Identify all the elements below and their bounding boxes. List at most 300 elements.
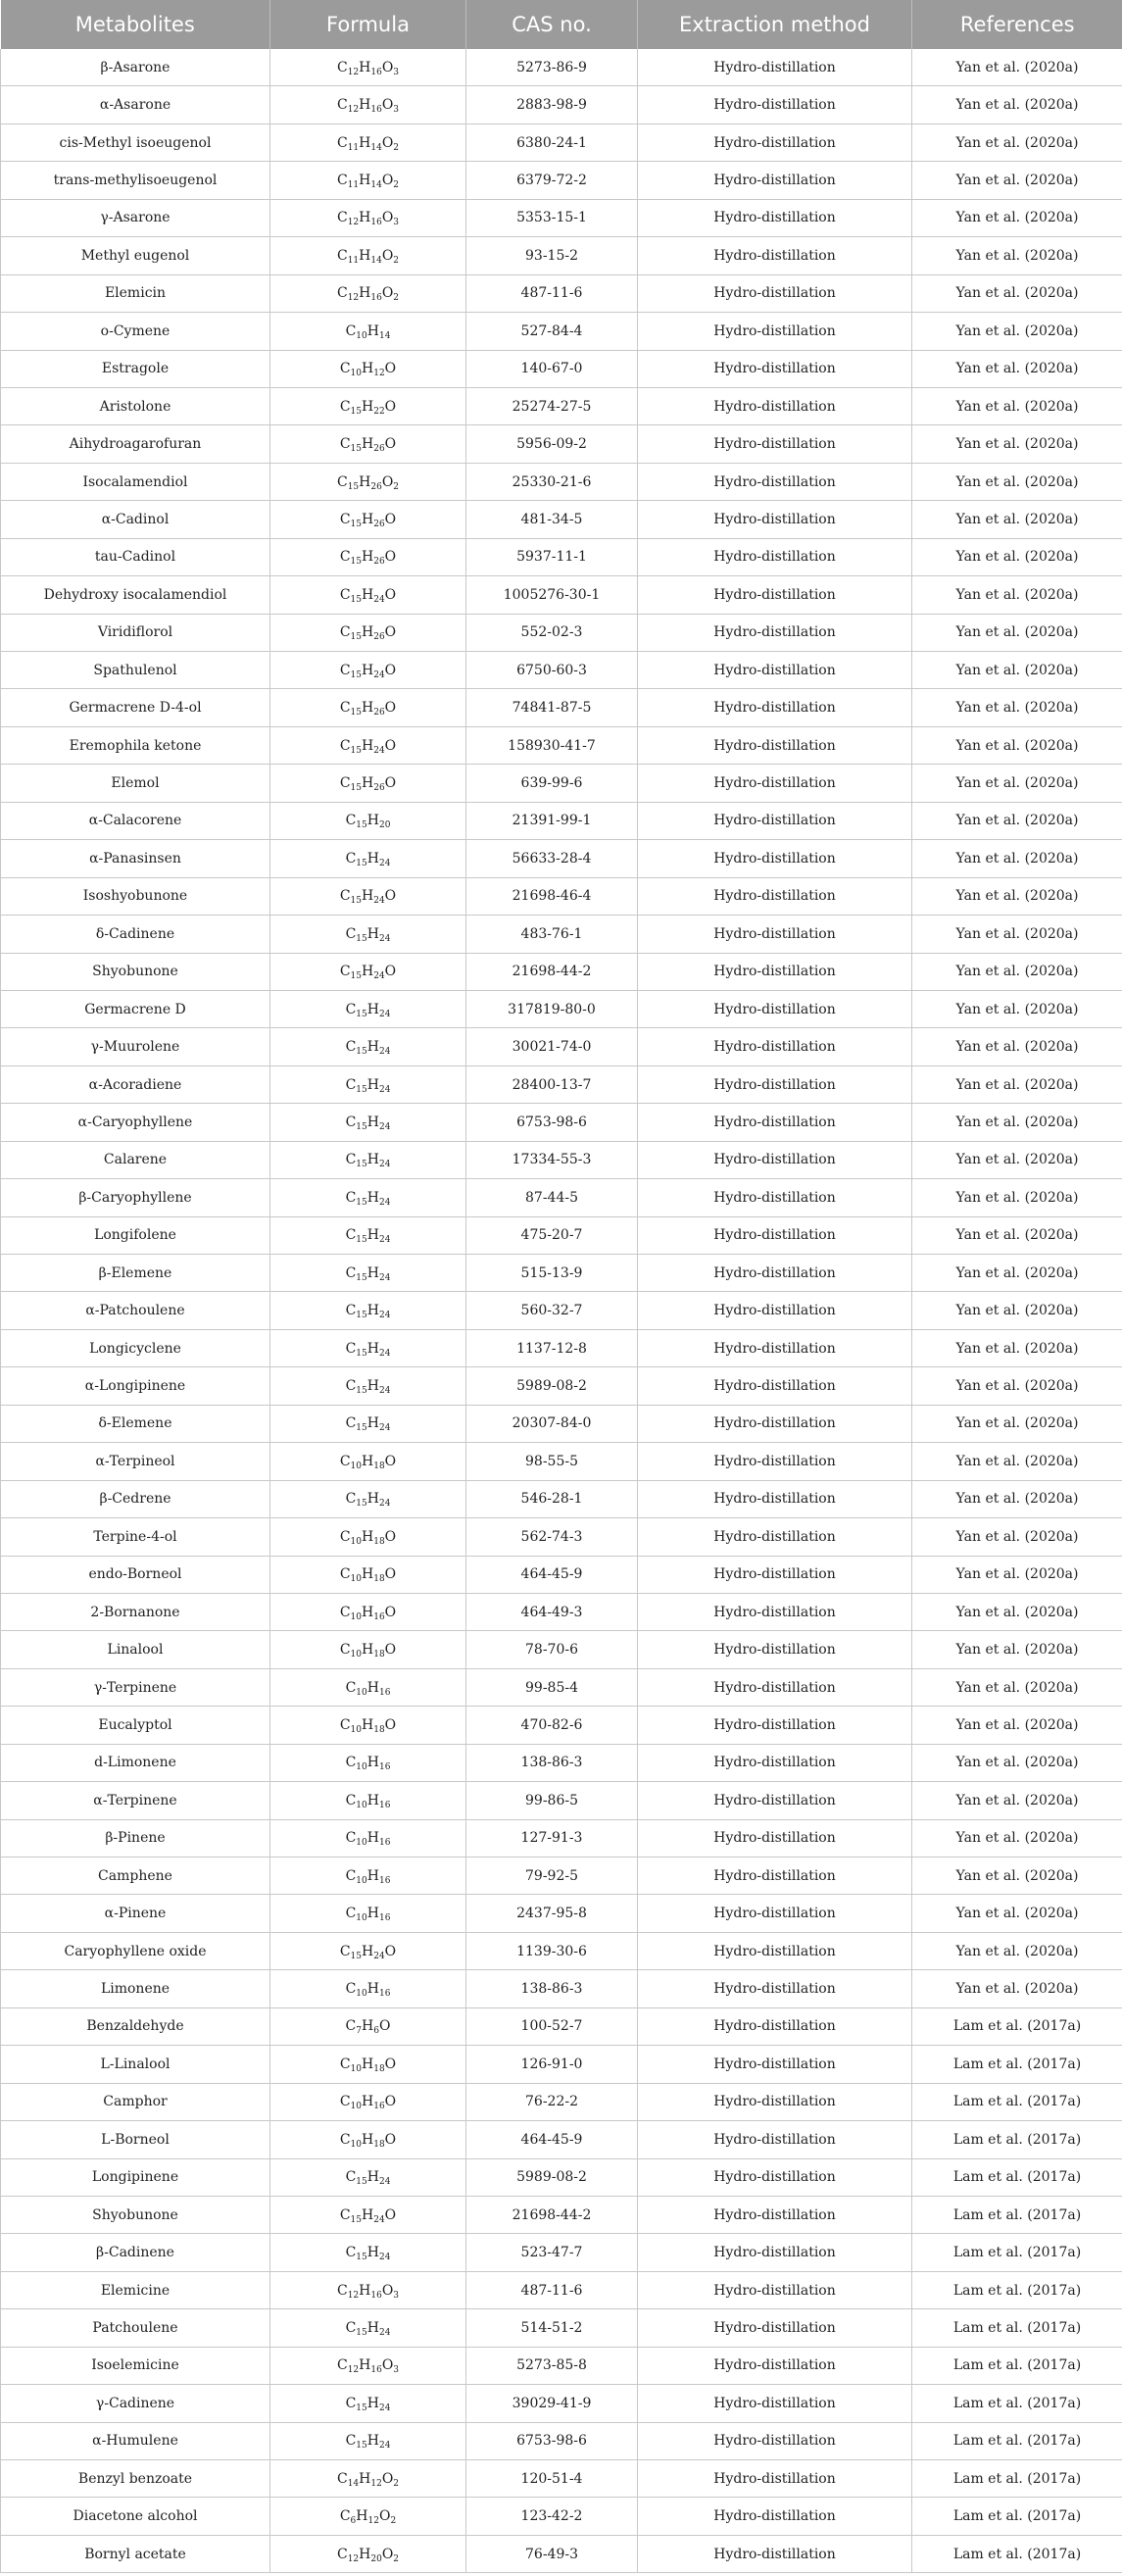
- formula-subscript: 15: [356, 1423, 367, 1434]
- formula-element: H: [362, 511, 374, 527]
- reference-cell: Yan et al. (2020a): [912, 1292, 1122, 1329]
- metabolite-name-cell: Calarene: [1, 1141, 270, 1178]
- formula-element: O: [384, 1453, 397, 1469]
- table-row: [1, 1141, 1122, 1178]
- reference-cell: Yan et al. (2020a): [912, 1329, 1122, 1366]
- formula-element: H: [362, 700, 374, 717]
- formula-subscript: 15: [356, 1272, 367, 1283]
- formula-subscript: 10: [350, 1536, 362, 1547]
- cas-number-cell: 79-92-5: [466, 1858, 638, 1895]
- reference-cell: Yan et al. (2020a): [912, 916, 1122, 953]
- formula-subscript: 10: [356, 1989, 367, 2000]
- table-row: [1, 2196, 1122, 2233]
- formula-element: O: [381, 2470, 394, 2487]
- table-row: [1, 1556, 1122, 1593]
- formula-subscript: 10: [356, 1838, 367, 1849]
- formula-subscript: 18: [373, 1536, 385, 1547]
- formula-element: C: [339, 2094, 351, 2110]
- formula-element: C: [339, 700, 351, 717]
- formula-subscript: 16: [370, 218, 382, 228]
- metabolite-name-cell: γ-Muurolene: [1, 1028, 270, 1065]
- metabolite-name-cell: Benzyl benzoate: [1, 2460, 270, 2498]
- extraction-method-cell: Hydro-distillation: [638, 425, 912, 463]
- formula-subscript: 2: [393, 481, 400, 492]
- metabolite-name-cell: cis-Methyl isoeugenol: [1, 124, 270, 161]
- formula-element: C: [345, 1906, 357, 1922]
- formula-element: O: [381, 2357, 394, 2374]
- reference-cell: Yan et al. (2020a): [912, 1858, 1122, 1895]
- formula-cell: [270, 501, 466, 538]
- extraction-method-cell: Hydro-distillation: [638, 1480, 912, 1517]
- extraction-method-cell: Hydro-distillation: [638, 726, 912, 764]
- metabolite-name-cell: γ-Cadinene: [1, 2385, 270, 2422]
- formula-element: C: [345, 925, 357, 942]
- formula-element: H: [362, 624, 374, 641]
- cas-number-cell: 56633-28-4: [466, 840, 638, 877]
- extraction-method-cell: Hydro-distillation: [638, 2083, 912, 2120]
- cas-number-cell: 515-13-9: [466, 1255, 638, 1292]
- formula-subscript: 24: [378, 2253, 391, 2263]
- metabolite-name-cell: δ-Elemene: [1, 1405, 270, 1442]
- reference-cell: Yan et al. (2020a): [912, 49, 1122, 86]
- table-body: [1, 49, 1122, 2573]
- extraction-method-cell: Hydro-distillation: [638, 313, 912, 350]
- formula-subscript: 2: [393, 180, 400, 191]
- formula-cell: [270, 1782, 466, 1819]
- cas-number-cell: 1137-12-8: [466, 1329, 638, 1366]
- formula-subscript: 26: [373, 632, 385, 643]
- formula-cell: [270, 2158, 466, 2196]
- formula-element: H: [362, 586, 374, 603]
- formula-subscript: 12: [347, 293, 360, 304]
- reference-cell: Yan et al. (2020a): [912, 86, 1122, 124]
- extraction-method-cell: Hydro-distillation: [638, 2347, 912, 2384]
- formula-cell: [270, 538, 466, 575]
- metabolite-name-cell: Aristolone: [1, 387, 270, 424]
- formula-element: C: [345, 1114, 357, 1130]
- formula-cell: [270, 802, 466, 839]
- cas-number-cell: 639-99-6: [466, 765, 638, 802]
- table-row: [1, 1932, 1122, 1969]
- reference-cell: Yan et al. (2020a): [912, 1932, 1122, 1969]
- formula-subscript: 10: [350, 2139, 362, 2150]
- reference-cell: Yan et al. (2020a): [912, 1216, 1122, 1254]
- formula-cell: [270, 1631, 466, 1668]
- formula-subscript: 10: [356, 330, 367, 341]
- reference-cell: Yan et al. (2020a): [912, 1782, 1122, 1819]
- extraction-method-cell: Hydro-distillation: [638, 1932, 912, 1969]
- cas-number-cell: 483-76-1: [466, 916, 638, 953]
- reference-cell: Lam et al. (2017a): [912, 2347, 1122, 2384]
- formula-cell: [270, 1593, 466, 1630]
- reference-cell: Yan et al. (2020a): [912, 576, 1122, 614]
- cas-number-cell: 39029-41-9: [466, 2385, 638, 2422]
- formula-cell: [270, 726, 466, 764]
- header-extraction-method: Extraction method: [638, 0, 912, 49]
- extraction-method-cell: Hydro-distillation: [638, 237, 912, 274]
- extraction-method-cell: Hydro-distillation: [638, 463, 912, 500]
- formula-element: O: [384, 1943, 397, 1959]
- cas-number-cell: 6750-60-3: [466, 652, 638, 689]
- formula-cell: [270, 1367, 466, 1405]
- formula-element: C: [339, 1716, 351, 1733]
- cas-number-cell: 78-70-6: [466, 1631, 638, 1668]
- formula-subscript: 24: [373, 971, 385, 982]
- extraction-method-cell: Hydro-distillation: [638, 1329, 912, 1366]
- reference-cell: Yan et al. (2020a): [912, 1744, 1122, 1781]
- reference-cell: Yan et al. (2020a): [912, 1405, 1122, 1442]
- formula-cell: [270, 2234, 466, 2271]
- extraction-method-cell: Hydro-distillation: [638, 1405, 912, 1442]
- formula-element: C: [345, 1076, 357, 1093]
- formula-element: H: [366, 1303, 379, 1319]
- cas-number-cell: 2437-95-8: [466, 1895, 638, 1932]
- table-row: [1, 86, 1122, 124]
- reference-cell: Yan et al. (2020a): [912, 1593, 1122, 1630]
- reference-cell: Lam et al. (2017a): [912, 2271, 1122, 2308]
- formula-element: C: [336, 210, 348, 226]
- formula-subscript: 16: [370, 67, 382, 77]
- reference-cell: Yan et al. (2020a): [912, 689, 1122, 726]
- formula-element: O: [384, 1566, 397, 1583]
- formula-element: C: [339, 737, 351, 754]
- formula-subscript: 10: [356, 1800, 367, 1810]
- formula-element: H: [366, 2395, 379, 2411]
- cas-number-cell: 464-45-9: [466, 2121, 638, 2158]
- metabolite-name-cell: Eremophila ketone: [1, 726, 270, 764]
- table-row: [1, 1367, 1122, 1405]
- formula-element: C: [339, 1528, 351, 1545]
- formula-element: C: [339, 361, 351, 377]
- table-row: [1, 1668, 1122, 1706]
- formula-element: H: [362, 436, 374, 453]
- formula-subscript: 10: [350, 1574, 362, 1585]
- formula-subscript: 15: [356, 820, 367, 831]
- reference-cell: Yan et al. (2020a): [912, 726, 1122, 764]
- table-row: [1, 463, 1122, 500]
- formula-element: C: [345, 2319, 357, 2336]
- formula-element: H: [366, 1755, 379, 1771]
- formula-subscript: 24: [373, 594, 385, 605]
- table-row: [1, 1292, 1122, 1329]
- extraction-method-cell: Hydro-distillation: [638, 2535, 912, 2572]
- formula-element: H: [366, 1264, 379, 1281]
- formula-subscript: 12: [373, 369, 385, 379]
- formula-element: H: [366, 1491, 379, 1508]
- reference-cell: Yan et al. (2020a): [912, 802, 1122, 839]
- table-row: [1, 350, 1122, 387]
- formula-subscript: 24: [373, 745, 385, 756]
- formula-cell: [270, 1329, 466, 1366]
- formula-element: C: [336, 2357, 348, 2374]
- formula-subscript: 12: [347, 2553, 360, 2564]
- formula-element: H: [366, 1830, 379, 1847]
- formula-element: H: [366, 2319, 379, 2336]
- formula-element: H: [366, 1792, 379, 1808]
- formula-subscript: 2: [393, 2478, 400, 2489]
- formula-element: O: [378, 2508, 391, 2525]
- formula-element: H: [366, 2433, 379, 2450]
- formula-element: C: [336, 285, 348, 302]
- table-row: [1, 614, 1122, 651]
- metabolite-name-cell: 2-Bornanone: [1, 1593, 270, 1630]
- metabolite-name-cell: Caryophyllene oxide: [1, 1932, 270, 1969]
- metabolite-name-cell: Camphor: [1, 2083, 270, 2120]
- formula-subscript: 15: [356, 1311, 367, 1321]
- cas-number-cell: 138-86-3: [466, 1744, 638, 1781]
- metabolite-name-cell: d-Limonene: [1, 1744, 270, 1781]
- extraction-method-cell: Hydro-distillation: [638, 576, 912, 614]
- table-row: [1, 1329, 1122, 1366]
- formula-cell: [270, 1895, 466, 1932]
- reference-cell: Lam et al. (2017a): [912, 2460, 1122, 2498]
- metabolite-name-cell: β-Pinene: [1, 1819, 270, 1857]
- extraction-method-cell: Hydro-distillation: [638, 2271, 912, 2308]
- formula-cell: [270, 162, 466, 199]
- reference-cell: Lam et al. (2017a): [912, 2158, 1122, 2196]
- reference-cell: Yan et al. (2020a): [912, 1895, 1122, 1932]
- cas-number-cell: 552-02-3: [466, 614, 638, 651]
- extraction-method-cell: Hydro-distillation: [638, 1028, 912, 1065]
- reference-cell: Yan et al. (2020a): [912, 350, 1122, 387]
- formula-subscript: 15: [356, 2441, 367, 2452]
- formula-subscript: 10: [350, 2102, 362, 2112]
- formula-element: H: [366, 1679, 379, 1696]
- formula-element: H: [359, 59, 371, 75]
- formula-subscript: 18: [373, 1724, 385, 1735]
- formula-subscript: 16: [378, 1913, 391, 1924]
- formula-subscript: 24: [378, 1084, 391, 1095]
- cas-number-cell: 5989-08-2: [466, 2158, 638, 2196]
- extraction-method-cell: Hydro-distillation: [638, 2234, 912, 2271]
- formula-element: C: [345, 1039, 357, 1056]
- cas-number-cell: 17334-55-3: [466, 1141, 638, 1178]
- formula-element: H: [366, 1340, 379, 1357]
- extraction-method-cell: Hydro-distillation: [638, 124, 912, 161]
- table-row: [1, 916, 1122, 953]
- formula-element: C: [339, 2508, 351, 2525]
- formula-subscript: 24: [378, 2441, 391, 2452]
- formula-cell: [270, 2309, 466, 2347]
- metabolite-name-cell: β-Caryophyllene: [1, 1179, 270, 1216]
- formula-cell: [270, 1443, 466, 1480]
- formula-element: C: [345, 1303, 357, 1319]
- table-row: [1, 802, 1122, 839]
- metabolite-name-cell: Isoshyobunone: [1, 877, 270, 915]
- cas-number-cell: 76-49-3: [466, 2535, 638, 2572]
- extraction-method-cell: Hydro-distillation: [638, 2498, 912, 2535]
- metabolite-name-cell: L-Linalool: [1, 2046, 270, 2083]
- table-row: [1, 2046, 1122, 2083]
- metabolite-name-cell: Germacrene D: [1, 990, 270, 1027]
- table-row: [1, 1819, 1122, 1857]
- cas-number-cell: 127-91-3: [466, 1819, 638, 1857]
- cas-number-cell: 126-91-0: [466, 2046, 638, 2083]
- table-row: [1, 124, 1122, 161]
- formula-cell: [270, 840, 466, 877]
- formula-element: H: [366, 925, 379, 942]
- cas-number-cell: 28400-13-7: [466, 1065, 638, 1103]
- extraction-method-cell: Hydro-distillation: [638, 162, 912, 199]
- formula-subscript: 26: [373, 444, 385, 455]
- metabolite-name-cell: α-Humulene: [1, 2422, 270, 2459]
- formula-cell: [270, 1819, 466, 1857]
- formula-element: C: [339, 2131, 351, 2148]
- table-row: [1, 1631, 1122, 1668]
- formula-subscript: 24: [378, 1499, 391, 1510]
- formula-element: O: [381, 173, 394, 189]
- formula-element: O: [384, 1642, 397, 1659]
- formula-subscript: 15: [356, 1009, 367, 1019]
- formula-element: C: [336, 173, 348, 189]
- formula-element: O: [378, 2018, 391, 2035]
- formula-cell: [270, 877, 466, 915]
- formula-subscript: 24: [378, 1272, 391, 1283]
- formula-element: H: [362, 1604, 374, 1620]
- metabolite-name-cell: Spathulenol: [1, 652, 270, 689]
- formula-subscript: 3: [393, 105, 400, 116]
- cas-number-cell: 5273-85-8: [466, 2347, 638, 2384]
- formula-cell: [270, 2271, 466, 2308]
- formula-element: H: [362, 549, 374, 566]
- formula-element: C: [336, 97, 348, 114]
- cas-number-cell: 6753-98-6: [466, 2422, 638, 2459]
- table-row: [1, 2460, 1122, 2498]
- formula-subscript: 20: [370, 2553, 382, 2564]
- formula-element: H: [359, 247, 371, 264]
- formula-element: H: [362, 964, 374, 980]
- table-row: [1, 2498, 1122, 2535]
- formula-element: C: [339, 964, 351, 980]
- formula-subscript: 26: [373, 708, 385, 718]
- formula-element: O: [381, 59, 394, 75]
- table-row: [1, 387, 1122, 424]
- formula-subscript: 15: [350, 1951, 362, 1961]
- formula-subscript: 12: [367, 2516, 379, 2527]
- formula-element: H: [362, 2094, 374, 2110]
- table-row: [1, 313, 1122, 350]
- formula-cell: [270, 2083, 466, 2120]
- formula-subscript: 15: [350, 519, 362, 529]
- formula-element: C: [339, 2206, 351, 2223]
- extraction-method-cell: Hydro-distillation: [638, 1556, 912, 1593]
- extraction-method-cell: Hydro-distillation: [638, 652, 912, 689]
- formula-subscript: 26: [373, 783, 385, 794]
- formula-element: O: [384, 737, 397, 754]
- table-row: [1, 576, 1122, 614]
- formula-element: O: [384, 1528, 397, 1545]
- extraction-method-cell: Hydro-distillation: [638, 2460, 912, 2498]
- formula-subscript: 10: [350, 1611, 362, 1622]
- formula-cell: [270, 313, 466, 350]
- metabolite-name-cell: Camphene: [1, 1858, 270, 1895]
- table-row: [1, 538, 1122, 575]
- formula-element: C: [339, 586, 351, 603]
- extraction-method-cell: Hydro-distillation: [638, 689, 912, 726]
- formula-element: O: [381, 473, 394, 490]
- formula-cell: [270, 916, 466, 953]
- cas-number-cell: 25274-27-5: [466, 387, 638, 424]
- reference-cell: Yan et al. (2020a): [912, 953, 1122, 990]
- table-row: [1, 2347, 1122, 2384]
- extraction-method-cell: Hydro-distillation: [638, 1518, 912, 1556]
- metabolite-name-cell: Terpine-4-ol: [1, 1518, 270, 1556]
- formula-element: C: [336, 2546, 348, 2562]
- cas-number-cell: 100-52-7: [466, 2007, 638, 2045]
- formula-subscript: 7: [356, 2026, 362, 2037]
- reference-cell: Yan et al. (2020a): [912, 1104, 1122, 1141]
- reference-cell: Yan et al. (2020a): [912, 425, 1122, 463]
- formula-subscript: 15: [350, 632, 362, 643]
- extraction-method-cell: Hydro-distillation: [638, 2158, 912, 2196]
- table-row: [1, 1744, 1122, 1781]
- metabolite-name-cell: trans-methylisoeugenol: [1, 162, 270, 199]
- extraction-method-cell: Hydro-distillation: [638, 538, 912, 575]
- formula-subscript: 15: [350, 783, 362, 794]
- table-row: [1, 1518, 1122, 1556]
- formula-subscript: 15: [347, 481, 360, 492]
- formula-subscript: 24: [378, 1423, 391, 1434]
- table-row: [1, 1970, 1122, 2007]
- metabolite-name-cell: L-Borneol: [1, 2121, 270, 2158]
- formula-cell: [270, 1744, 466, 1781]
- formula-element: O: [384, 1604, 397, 1620]
- reference-cell: Yan et al. (2020a): [912, 1631, 1122, 1668]
- formula-element: H: [366, 1114, 379, 1130]
- formula-element: C: [345, 1378, 357, 1395]
- extraction-method-cell: Hydro-distillation: [638, 1858, 912, 1895]
- formula-subscript: 15: [356, 1348, 367, 1359]
- formula-element: C: [345, 2169, 357, 2186]
- cas-number-cell: 21698-44-2: [466, 2196, 638, 2233]
- formula-element: O: [384, 700, 397, 717]
- formula-element: C: [345, 1189, 357, 1206]
- formula-subscript: 10: [350, 1724, 362, 1735]
- formula-element: C: [336, 59, 348, 75]
- table-row: [1, 2121, 1122, 2158]
- formula-element: H: [366, 1378, 379, 1395]
- extraction-method-cell: Hydro-distillation: [638, 501, 912, 538]
- formula-subscript: 24: [378, 1348, 391, 1359]
- formula-element: H: [362, 2131, 374, 2148]
- formula-subscript: 15: [350, 708, 362, 718]
- formula-subscript: 11: [347, 255, 360, 266]
- reference-cell: Yan et al. (2020a): [912, 614, 1122, 651]
- formula-element: H: [362, 361, 374, 377]
- metabolite-name-cell: Limonene: [1, 1970, 270, 2007]
- formula-element: H: [359, 97, 371, 114]
- formula-element: C: [345, 1001, 357, 1017]
- reference-cell: Yan et al. (2020a): [912, 1480, 1122, 1517]
- formula-element: H: [366, 1906, 379, 1922]
- cas-number-cell: 99-86-5: [466, 1782, 638, 1819]
- formula-element: C: [345, 2433, 357, 2450]
- formula-cell: [270, 2196, 466, 2233]
- formula-element: C: [339, 436, 351, 453]
- formula-element: O: [384, 775, 397, 792]
- formula-cell: [270, 49, 466, 86]
- formula-subscript: 24: [378, 1197, 391, 1208]
- formula-element: H: [366, 1001, 379, 1017]
- cas-number-cell: 487-11-6: [466, 274, 638, 312]
- metabolite-name-cell: Isocalamendiol: [1, 463, 270, 500]
- formula-subscript: 18: [373, 2139, 385, 2150]
- formula-element: C: [345, 1867, 357, 1884]
- cas-number-cell: 5989-08-2: [466, 1367, 638, 1405]
- formula-element: C: [345, 813, 357, 829]
- table-row: [1, 1255, 1122, 1292]
- extraction-method-cell: Hydro-distillation: [638, 2007, 912, 2045]
